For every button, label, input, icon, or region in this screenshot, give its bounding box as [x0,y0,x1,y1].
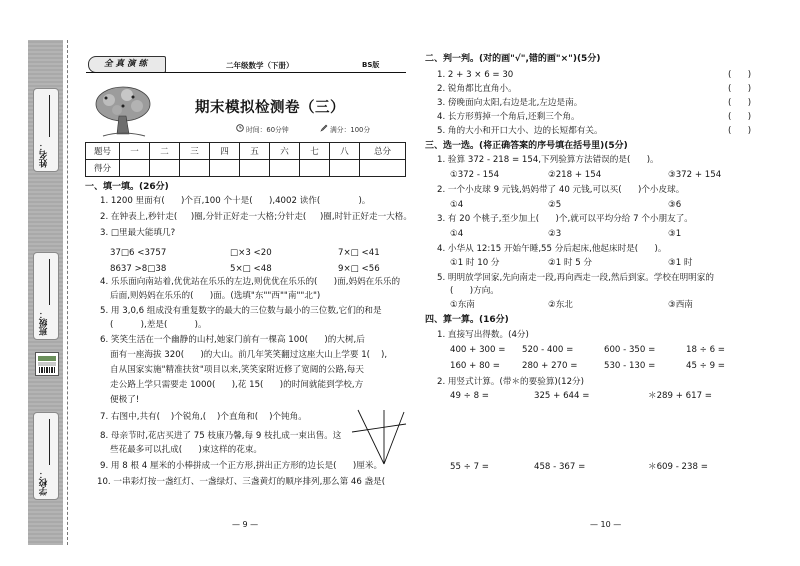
s4-vertical-item: 325 + 644 = [534,391,590,401]
s3-option: ③西南 [668,300,693,310]
s3-option: ③1 时 [668,258,693,268]
s2-answer-blank: ( ) [728,112,752,122]
s1-question-6-cont: 走公路上学只需要走 1000( ),花 15( )的时间就能到学校,方 [110,380,364,390]
s3-option: ②5 [548,200,562,210]
s1-question-10: 10. 一串彩灯按一盏红灯、一盏绿灯、三盏黄灯的顺序排列,那么第 46 盏是( [97,477,386,487]
s1-question-9: 9. 用 8 根 4 厘米的小棒拼成一个正方形,拼出正方形的边长是( )厘米。 [100,461,383,471]
time-limit: 时间：60分钟 [246,126,289,134]
s3-question: 2. 一个小皮球 9 元钱,妈妈带了 40 元钱,可以买( )个小皮球。 [437,185,685,195]
school-slot [33,412,59,500]
s1-question-5-cont: ( ),差是( )。 [110,320,207,330]
clock-icon [236,124,244,132]
s1-question-5: 5. 用 3,0,6 组成没有重复数字的最大的三位数与最小的三位数,它们的和是 [100,306,382,316]
s3-option: ③6 [668,200,682,210]
binding-strip [28,40,63,545]
s4-oral-item: 600 - 350 = [604,345,656,355]
page-number-right: — 10 — [590,520,622,529]
s1-question-6-cont: 自从国家实施"精准扶贫"项目以来,笑笑家附近修了宽阔的公路,每天 [110,365,364,375]
score-col: 六 [270,143,300,160]
exam-title: 期末模拟检测卷（三） [195,100,345,116]
s3-option: ②218 + 154 [548,170,602,180]
s1-question-2: 2. 在钟表上,秒针走( )圈,分针正好走一大格;分针走( )圈,时针正好走一大格。 [100,212,412,222]
s3-question: 1. 验算 372 - 218 = 154,下列验算方法错误的是( )。 [437,155,659,165]
s1-question-4: 4. 乐乐面向南站着,优优站在乐乐的左边,则优优在乐乐的( )面,妈妈在乐乐的 [100,277,401,287]
s4-oral-item: 400 + 300 = [450,345,506,355]
s3-question-cont: ( )方向。 [450,286,499,296]
score-value-row [86,160,406,177]
s3-option: ①4 [450,229,464,239]
class-write-line [49,259,50,305]
score-col: 二 [150,143,180,160]
score-col: 八 [330,143,360,160]
s4-oral-item: 18 ÷ 6 = [686,345,725,355]
series-logo: 全真演练 [88,56,166,73]
subject-label: 二年级数学（下册） [226,61,294,70]
s2-answer-blank: ( ) [728,70,752,80]
s1-question-8: 8. 母亲节时,花店买进了 75 枝康乃馨,每 9 枝扎成一束出售。这 [100,431,342,441]
tree-illustration [93,84,153,138]
s3-option: ①4 [450,200,464,210]
score-header-row [86,143,406,160]
s3-question: 4. 小华从 12:15 开始午睡,55 分后起床,他起床时是( )。 [437,244,667,254]
s2-item: 3. 傍晚面向太阳,右边是北,左边是南。 [437,98,583,108]
angle-diagram [350,406,408,468]
class-label: 班级： [39,309,49,335]
s1-question-6: 6. 笑笑生活在一个幽静的山村,她家门前有一棵高 100( )的大树,后 [100,335,365,345]
section-3-title: 三、选一选。(将正确答案的序号填在括号里)(5分) [425,141,628,151]
s1-question-6-cont: 面有一座海拔 320( )的大山。前几年笑笑翻过这座大山上学要 1( ), [110,350,388,360]
s4-oral-item: 280 + 270 = [522,361,578,371]
s1-question-3: 3. □里最大能填几? [100,228,176,238]
score-col: 三 [180,143,210,160]
s2-item: 1. 2 + 3 × 6 = 30 [437,70,514,80]
s3-question: 3. 有 20 个桃子,至少加上( )个,就可以平均分给 7 个小朋友了。 [437,214,693,224]
section-1-title: 一、填一填。(26分) [85,182,169,192]
page-number-left: — 9 — [232,520,259,529]
score-col: 七 [300,143,330,160]
pencil-icon [320,124,328,132]
school-write-line [49,419,50,465]
s4-question-1: 1. 直接写出得数。(4分) [437,330,529,340]
score-table [85,142,406,177]
s2-item: 2. 锐角都比直角小。 [437,84,517,94]
score-cell [210,160,240,177]
s3-option: ③372 + 154 [668,170,722,180]
score-cell [240,160,270,177]
score-cell [360,160,406,177]
s1-question-4-cont: 后面,则妈妈在乐乐的( )面。(选填"东""西""南""北") [110,291,321,301]
s3-option: ①东南 [450,300,475,310]
s3-option: ①372 - 154 [450,170,500,180]
score-cell [120,160,150,177]
s2-answer-blank: ( ) [728,98,752,108]
score-cell [270,160,300,177]
score-header-label: 题号 [86,143,120,160]
s1-q3-item: 9×□ <56 [338,264,380,274]
s4-oral-item: 45 ÷ 9 = [686,361,725,371]
full-score: 满分：100分 [330,126,371,134]
s3-option: ③1 [668,229,682,239]
s3-option: ①1 时 10 分 [450,258,500,268]
score-cell [300,160,330,177]
s1-question-7: 7. 右图中,共有( )个锐角,( )个直角和( )个钝角。 [100,412,307,422]
score-cell [150,160,180,177]
s1-q3-item: □×3 <20 [230,248,272,258]
school-label: 学校： [39,469,49,495]
section-4-title: 四、算一算。(16分) [425,315,509,325]
header-rule [86,72,406,73]
s1-q3-item: 8637 >8□38 [110,264,167,274]
s1-question-1: 1. 1200 里面有( )个百,100 个十是( ),4002 读作( )。 [100,196,371,206]
score-col: 五 [240,143,270,160]
s4-oral-item: 160 + 80 = [450,361,500,371]
score-cell [330,160,360,177]
s1-q3-item: 37□6 <3757 [110,248,167,258]
edition-label: BS版 [362,61,380,69]
score-col: 一 [120,143,150,160]
s2-item: 5. 角的大小和开口大小、边的长短都有关。 [437,126,603,136]
cut-line [67,40,68,545]
s4-vertical-item: 49 ÷ 8 = [450,391,489,401]
s4-oral-item: 520 - 400 = [522,345,574,355]
s1-question-8-cont: 些花最多可以扎成( )束这样的花束。 [110,445,263,455]
s4-vertical-item: ＊289 + 617 = [648,391,712,401]
s3-option: ②1 时 5 分 [548,258,593,268]
s2-answer-blank: ( ) [728,126,752,136]
name-write-line [49,95,50,137]
class-slot [33,252,59,340]
score-row-label: 得分 [86,160,120,177]
s3-question: 5. 明明放学回家,先向南走一段,再向西走一段,然后到家。学校在明明家的 [437,273,714,283]
name-label: 姓名： [39,141,49,167]
score-total-col: 总分 [360,143,406,160]
s2-answer-blank: ( ) [728,84,752,94]
s3-option: ②东北 [548,300,573,310]
score-col: 四 [210,143,240,160]
s2-item: 4. 长方形剪掉一个角后,还剩三个角。 [437,112,580,122]
s4-vertical-item: ＊609 - 238 = [648,462,708,472]
section-2-title: 二、判一判。(对的画"√",错的画"×")(5分) [425,54,601,64]
barcode-image [35,352,59,376]
s4-question-2: 2. 用竖式计算。(带＊的要验算)(12分) [437,377,584,387]
score-cell [180,160,210,177]
s1-q3-item: 7×□ <41 [338,248,380,258]
name-slot [33,88,59,172]
s4-vertical-item: 458 - 367 = [534,462,586,472]
s4-vertical-item: 55 ÷ 7 = [450,462,489,472]
s3-option: ②3 [548,229,562,239]
s4-oral-item: 530 - 130 = [604,361,656,371]
s1-question-6-cont: 便极了! [110,395,140,405]
s1-q3-item: 5×□ <48 [230,264,272,274]
